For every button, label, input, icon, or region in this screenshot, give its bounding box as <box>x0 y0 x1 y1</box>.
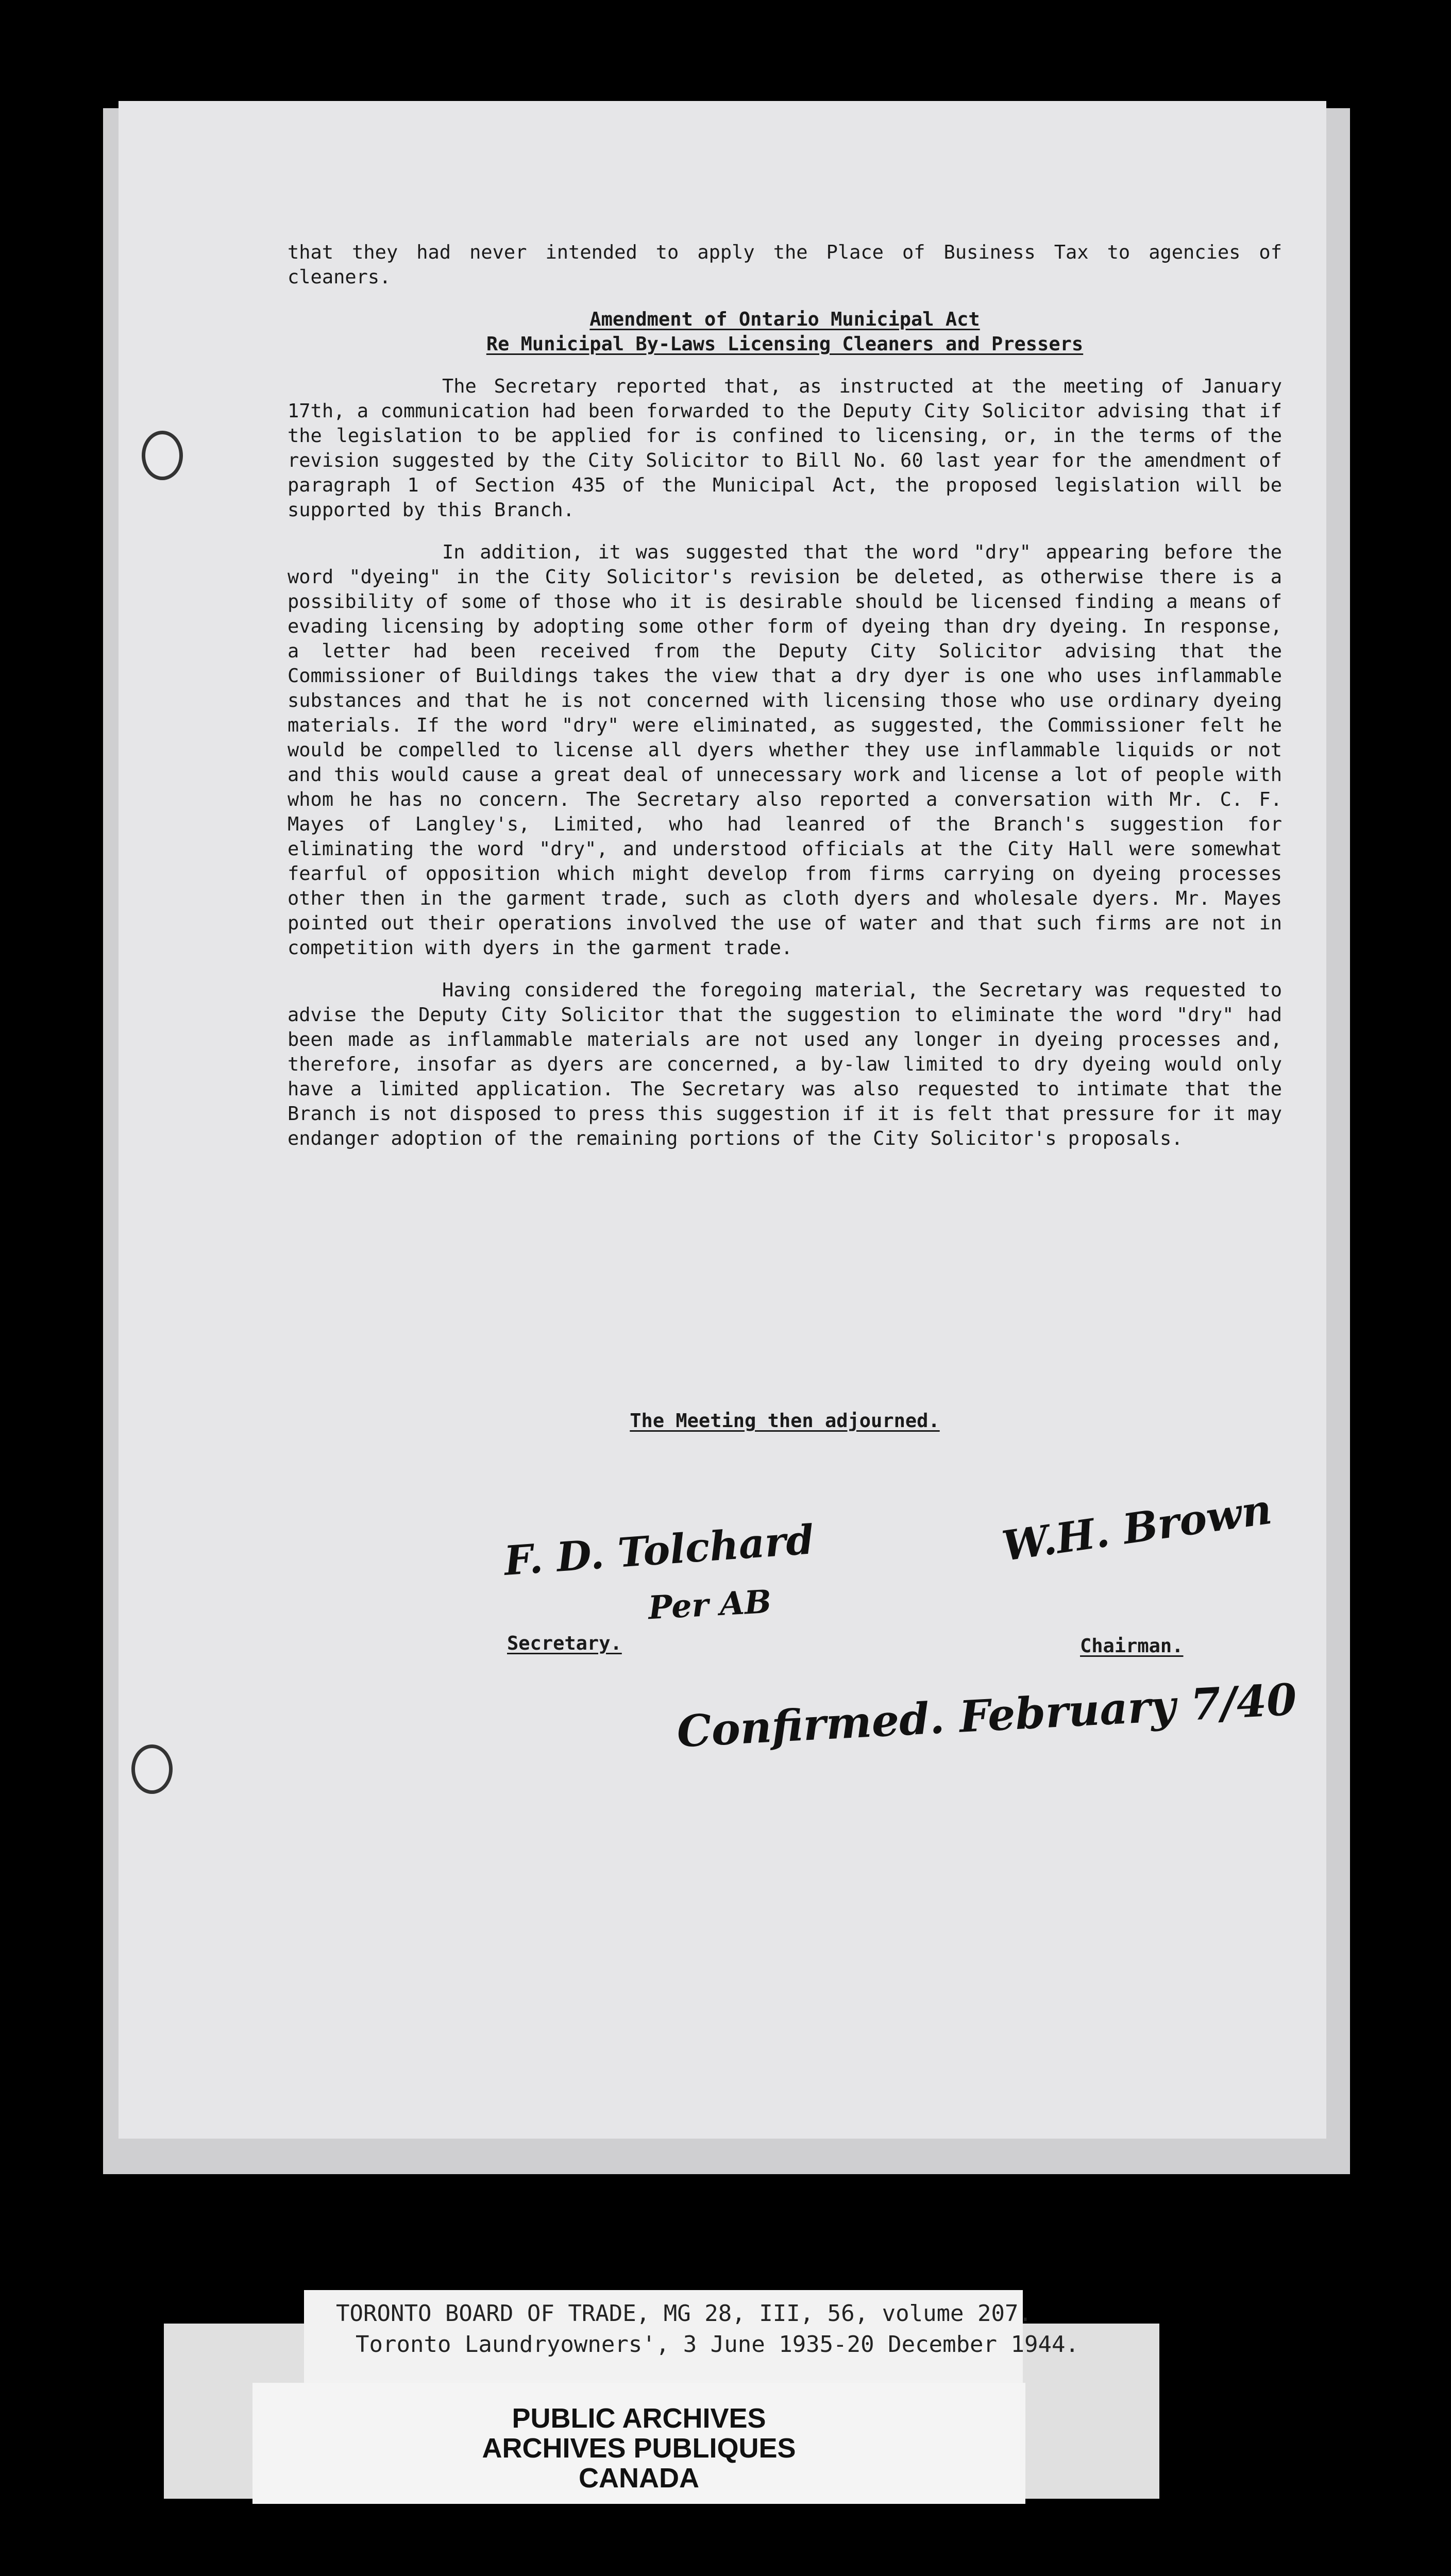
stamp-line-2: ARCHIVES PUBLIQUES <box>482 2433 796 2464</box>
heading-line-1: Amendment of Ontario Municipal Act <box>589 308 980 330</box>
paragraph-1: The Secretary reported that, as instructed at the meeting of January 17th, a communication had been forwarded to the Deputy City Solicitor advising that if the legislation to be applied for is confined to licensing, or, in the terms of the revision suggested by the City Solicitor to Bill No. 60 last year for the amendment of paragraph 1 of Section 435 of the Municipal Act, the proposed legislation will be supported by this Branch. <box>288 375 1294 521</box>
stamp-line-1: PUBLIC ARCHIVES <box>512 2403 766 2434</box>
opening-text: that they had never intended to apply the Place of Business Tax to agencies of cleaners. <box>288 241 1294 288</box>
secretary-signature: F. D. Tolchard <box>502 1516 816 1585</box>
heading-line-2: Re Municipal By-Laws Licensing Cleaners and Pressers <box>486 333 1084 355</box>
document-body <box>288 240 1298 1757</box>
secretary-initials-signature: Per AB <box>647 1582 772 1627</box>
punch-hole-bottom <box>131 1744 173 1794</box>
archive-label-line-1: TORONTO BOARD OF TRADE, MG 28, III, 56, volume 207. <box>336 2300 1033 2327</box>
stamp-line-3: CANADA <box>579 2463 699 2494</box>
archive-stamp <box>252 2403 1025 2493</box>
confirmed-annotation: Confirmed. February 7/40 <box>676 1673 1298 1757</box>
paragraph-3: Having considered the foregoing material, the Secretary was requested to advise the Deputy City Solicitor that the suggestion to eliminate the word "dry" had been made as inflammable materials are not used any longer in dyeing processes and, therefore, insofar as dyers are concerned, a by-law limited to dry dyeing would only have a limited application. The Secretary was also requested to intimate that the Branch is not disposed to press this suggestion if it is felt that pressure for it may endanger adoption of the remaining portions of the City Solicitor's proposals. <box>288 979 1294 1149</box>
section-heading <box>288 307 1282 357</box>
document-page <box>119 101 1326 2139</box>
adjourned-line: The Meeting then adjourned. <box>630 1410 940 1432</box>
punch-hole-top <box>142 431 183 480</box>
paragraph-2: In addition, it was suggested that the word "dry" appearing before the word "dyeing" in the City Solicitor's revision be deleted, as otherwise there is a possibility of some of those who it is desirable should be licensed finding a means of evading licensing by adopting some other form of dyeing than dry dyeing. In response, a letter had been received from the Deputy City Solicitor advising that the Commissioner of Buildings takes the view that a dry dyer is one who uses inflammable substances and that he is not concerned with licensing those who use ordinary dyeing materials. If the word "dry" were eliminated, as suggested, the Commissioner felt he would be compelled to license all dyers whether they use inflammable liquids or not and this would cause a great deal of unnecessary work and license a lot of people with whom he has no concern. The Secretary also reported a conversation with Mr. C. F. Mayes of Langley's, Limited, who had leanred of the Branch's suggestion for eliminating the word "dry", and understood officials at the City Hall were somewhat fearful of opposition which might develop from firms carrying on dyeing processes other then in the garment trade, such as cloth dyers and wholesale dyers. Mr. Mayes pointed out their operations involved the use of water and that such firms are not in competition with dyers in the garment trade. <box>288 541 1294 959</box>
chairman-signature: W.H. Brown <box>999 1484 1275 1571</box>
secretary-label: Secretary. <box>507 1632 622 1654</box>
chairman-label: Chairman. <box>1080 1635 1184 1657</box>
archive-label-line-2: Toronto Laundryowners', 3 June 1935-20 December 1944. <box>356 2331 1079 2358</box>
